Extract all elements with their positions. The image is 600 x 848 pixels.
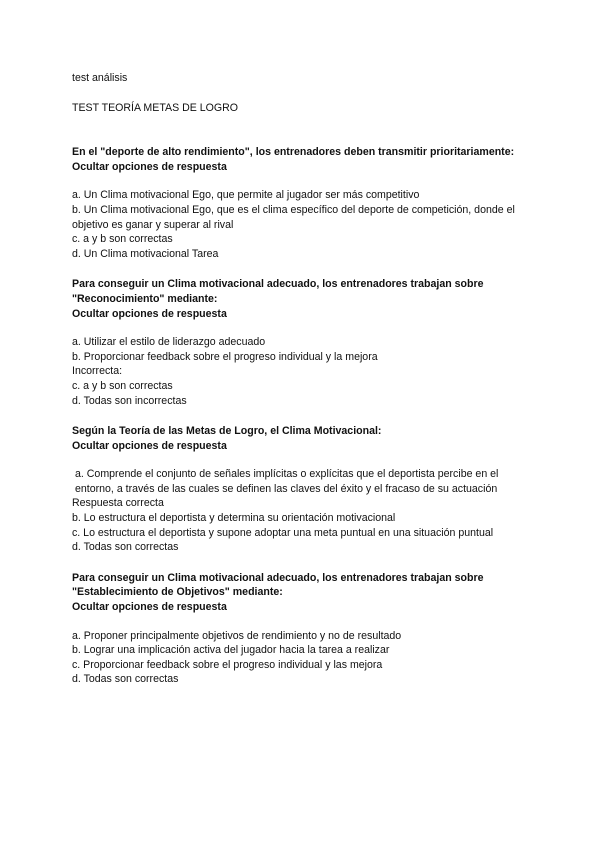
question-block [72,145,532,261]
document-subtitle: TEST TEORÍA METAS DE LOGRO [72,101,239,114]
hide-options-link[interactable]: Ocultar opciones de respuesta [72,439,227,452]
answer-option: d. Todas son correctas [72,541,179,554]
answer-options [72,335,532,408]
answer-option: c. a y b son correctas [72,233,173,246]
hide-options-link[interactable]: Ocultar opciones de respuesta [72,601,227,614]
document-title: test análisis [72,72,128,84]
answer-option: b. Un Clima motivacional Ego, que es el clima específico del deporte de competición, donde el objetivo es ganar y superar al rival [72,203,515,231]
answer-options [72,629,532,687]
hide-options-link[interactable]: Ocultar opciones de respuesta [72,307,227,320]
answer-option: b. Proporcionar feedback sobre el progreso individual y la mejora [72,350,378,363]
answer-option: d. Todas son incorrectas [72,394,187,407]
question-block [72,571,532,687]
answer-option: c. Proporcionar feedback sobre el progreso individual y las mejora [72,658,383,671]
answer-option: c. Lo estructura el deportista y supone adoptar una meta puntual en una situación puntual [72,526,494,539]
answer-feedback: Respuesta correcta [72,497,164,510]
answer-option: a. Proponer principalmente objetivos de rendimiento y no de resultado [72,629,402,642]
answer-option: c. a y b son correctas [72,379,173,392]
answer-option: b. Lo estructura el deportista y determina su orientación motivacional [72,512,396,525]
answer-option: a. Utilizar el estilo de liderazgo adecuado [72,336,266,349]
answer-option: d. Un Clima motivacional Tarea [72,247,219,260]
document-body [72,71,532,687]
question-block [72,277,532,408]
question-block [72,424,532,555]
hide-options-link[interactable]: Ocultar opciones de respuesta [72,160,227,173]
answer-option: b. Lograr una implicación activa del jugador hacia la tarea a realizar [72,644,390,657]
answer-feedback: Incorrecta: [72,365,123,378]
question-text: Para conseguir un Clima motivacional adecuado, los entrenadores trabajan sobre "Establecimiento de Objetivos" mediante: [72,571,484,599]
question-text: Según la Teoría de las Metas de Logro, el Clima Motivacional: [72,425,382,438]
answer-option: a. Un Clima motivacional Ego, que permite al jugador ser más competitivo [72,189,420,202]
question-text: En el "deporte de alto rendimiento", los entrenadores deben transmitir prioritariamente: [72,146,515,159]
question-text: Para conseguir un Clima motivacional adecuado, los entrenadores trabajan sobre "Reconocimiento" mediante: [72,278,484,305]
answer-options [72,188,532,261]
answer-options [72,467,532,555]
answer-option: d. Todas son correctas [72,673,179,686]
answer-option: a. Comprende el conjunto de señales implícitas o explícitas que el deportista percibe en el entorno, a través de las cuales se definen las claves del éxito y el fracaso de su actuación [75,468,499,495]
